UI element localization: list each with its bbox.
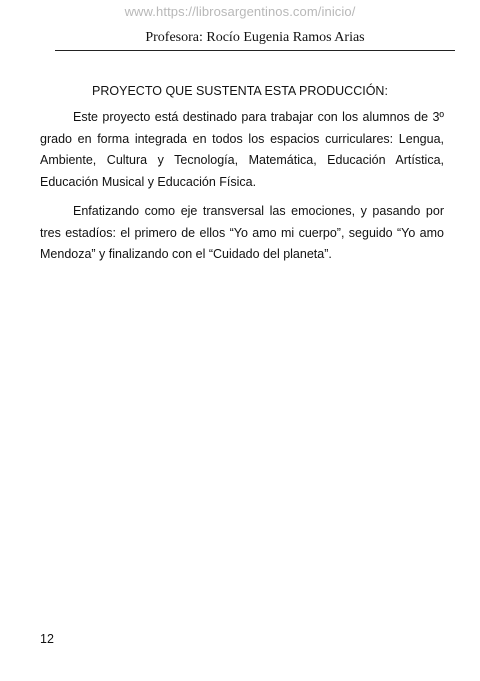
watermark-url: www.https://librosargentinos.com/inicio/	[124, 4, 356, 19]
running-header-author: Profesora: Rocío Eugenia Ramos Arias	[145, 30, 365, 45]
body-paragraph: Este proyecto está destinado para trabajar con los alumnos de 3º grado en forma integrada en todos los espacios curriculares: Lengua, Ambiente, Cultura y Tecnología, Matemática, Educación Artística, Educación Musical y Educación Física.	[40, 110, 444, 189]
body-paragraph: Enfatizando como eje transversal las emociones, y pasando por tres estadíos: el primero de ellos “Yo amo mi cuerpo”, seguido “Yo amo Mendoza” y finalizando con el “Cuidado del planeta”.	[40, 204, 444, 261]
section-heading: PROYECTO QUE SUSTENTA ESTA PRODUCCIÓN:	[92, 84, 388, 98]
page-number: 12	[40, 632, 54, 646]
header-divider	[55, 50, 455, 51]
